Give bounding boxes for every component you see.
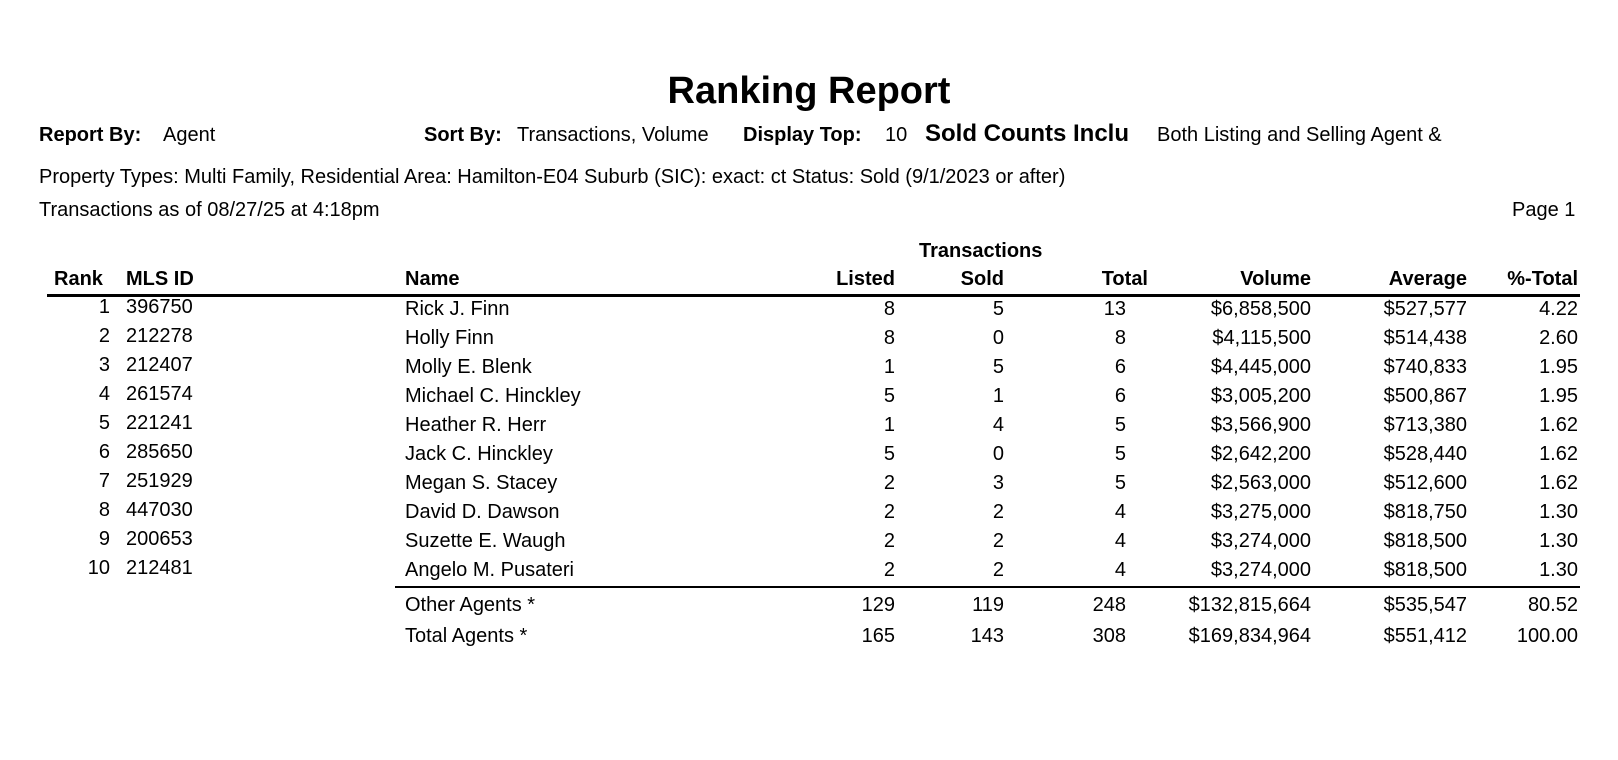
cell-sold: 2: [992, 530, 1004, 552]
cell-listed: 1: [883, 356, 895, 378]
cell-pct: 1.30: [1539, 530, 1578, 552]
cell-rank: 5: [98, 412, 110, 434]
cell-rank: 4: [98, 383, 110, 405]
report-by-value: Agent: [163, 124, 216, 146]
summary-name: Total Agents *: [405, 625, 528, 647]
display-top-label: Display Top:: [743, 124, 862, 146]
cell-rank: 3: [98, 354, 110, 376]
cell-average: $818,500: [1383, 530, 1467, 552]
cell-listed: 2: [883, 472, 895, 494]
cell-total: 5: [1114, 414, 1126, 436]
cell-name: Rick J. Finn: [405, 298, 510, 320]
cell-average: $527,577: [1383, 298, 1467, 320]
cell-average: $528,440: [1383, 443, 1467, 465]
cell-listed: 2: [883, 530, 895, 552]
cell-listed: 5: [883, 443, 895, 465]
summary-rule: [395, 586, 1580, 588]
cell-name: Molly E. Blenk: [405, 356, 532, 378]
summary-sold: 143: [970, 625, 1004, 647]
cell-mls-id: 261574: [126, 383, 193, 405]
summary-average: $535,547: [1383, 594, 1467, 616]
header-volume: Volume: [1240, 268, 1311, 290]
cell-average: $512,600: [1383, 472, 1467, 494]
cell-sold: 5: [992, 356, 1004, 378]
header-pct-total: %-Total: [1507, 268, 1578, 290]
cell-pct: 1.95: [1539, 356, 1578, 378]
cell-sold: 2: [992, 559, 1004, 581]
cell-volume: $2,642,200: [1210, 443, 1311, 465]
page-number: Page 1: [1512, 199, 1576, 221]
cell-mls-id: 212481: [126, 557, 193, 579]
header-name: Name: [405, 268, 460, 290]
cell-listed: 5: [883, 385, 895, 407]
summary-total: 308: [1092, 625, 1126, 647]
cell-listed: 1: [883, 414, 895, 436]
cell-volume: $3,566,900: [1210, 414, 1311, 436]
header-sold: Sold: [960, 268, 1004, 290]
cell-volume: $4,115,500: [1212, 327, 1311, 349]
cell-mls-id: 200653: [126, 528, 193, 550]
cell-total: 6: [1114, 385, 1126, 407]
summary-listed: 165: [861, 625, 895, 647]
cell-volume: $3,005,200: [1210, 385, 1311, 407]
cell-mls-id: 396750: [126, 296, 193, 318]
cell-name: Michael C. Hinckley: [405, 385, 581, 407]
cell-total: 8: [1114, 327, 1126, 349]
cell-rank: 2: [98, 325, 110, 347]
cell-name: David D. Dawson: [405, 501, 560, 523]
cell-name: Megan S. Stacey: [405, 472, 558, 494]
cell-sold: 0: [992, 327, 1004, 349]
cell-name: Angelo M. Pusateri: [405, 559, 574, 581]
sold-counts-value: Both Listing and Selling Agent &: [1157, 124, 1442, 146]
cell-sold: 5: [992, 298, 1004, 320]
cell-listed: 8: [883, 298, 895, 320]
cell-mls-id: 447030: [126, 499, 193, 521]
cell-total: 4: [1114, 559, 1126, 581]
as-of-timestamp: Transactions as of 08/27/25 at 4:18pm: [39, 199, 380, 221]
cell-mls-id: 251929: [126, 470, 193, 492]
cell-mls-id: 221241: [126, 412, 193, 434]
cell-total: 5: [1114, 443, 1126, 465]
cell-pct: 1.30: [1539, 501, 1578, 523]
header-rank: Rank: [54, 268, 103, 290]
cell-pct: 1.95: [1539, 385, 1578, 407]
transactions-group-header: Transactions: [919, 240, 1043, 262]
cell-sold: 0: [992, 443, 1004, 465]
cell-pct: 4.22: [1539, 298, 1578, 320]
cell-sold: 4: [992, 414, 1004, 436]
cell-name: Jack C. Hinckley: [405, 443, 553, 465]
cell-total: 4: [1114, 530, 1126, 552]
cell-listed: 2: [883, 501, 895, 523]
summary-sold: 119: [972, 594, 1004, 616]
summary-volume: $132,815,664: [1188, 594, 1311, 616]
cell-mls-id: 212278: [126, 325, 193, 347]
cell-listed: 2: [883, 559, 895, 581]
header-listed: Listed: [836, 268, 895, 290]
header-total: Total: [1101, 268, 1148, 290]
header-mls-id: MLS ID: [126, 268, 194, 290]
criteria-line: Property Types: Multi Family, Residential Area: Hamilton-E04 Suburb (SIC): exact: ct Status: Sold (9/1/2023 or after): [39, 166, 1066, 188]
cell-rank: 7: [98, 470, 110, 492]
cell-volume: $3,274,000: [1210, 530, 1311, 552]
cell-rank: 8: [98, 499, 110, 521]
cell-average: $514,438: [1383, 327, 1467, 349]
header-rule: [47, 294, 1580, 297]
summary-volume: $169,834,964: [1188, 625, 1311, 647]
cell-pct: 1.62: [1539, 443, 1578, 465]
report-by-label: Report By:: [39, 124, 142, 146]
cell-volume: $2,563,000: [1210, 472, 1311, 494]
summary-pct: 80.52: [1527, 594, 1578, 616]
cell-rank: 6: [98, 441, 110, 463]
cell-volume: $3,274,000: [1210, 559, 1311, 581]
cell-average: $818,750: [1383, 501, 1467, 523]
cell-pct: 2.60: [1539, 327, 1578, 349]
summary-name: Other Agents *: [405, 594, 536, 616]
cell-pct: 1.30: [1539, 559, 1578, 581]
cell-sold: 3: [992, 472, 1004, 494]
summary-average: $551,412: [1383, 625, 1467, 647]
cell-name: Holly Finn: [405, 327, 494, 349]
cell-pct: 1.62: [1539, 414, 1578, 436]
sold-counts-label: Sold Counts Inclu: [925, 120, 1129, 147]
cell-rank: 9: [98, 528, 110, 550]
cell-rank: 10: [87, 557, 110, 579]
cell-total: 5: [1114, 472, 1126, 494]
cell-name: Heather R. Herr: [405, 414, 547, 436]
cell-sold: 1: [992, 385, 1004, 407]
cell-average: $500,867: [1383, 385, 1467, 407]
cell-mls-id: 212407: [126, 354, 193, 376]
display-top-value: 10: [885, 124, 908, 146]
cell-sold: 2: [992, 501, 1004, 523]
cell-average: $818,500: [1383, 559, 1467, 581]
summary-listed: 129: [861, 594, 895, 616]
cell-average: $740,833: [1383, 356, 1467, 378]
cell-mls-id: 285650: [126, 441, 193, 463]
cell-rank: 1: [98, 296, 110, 318]
summary-total: 248: [1092, 594, 1126, 616]
cell-total: 4: [1114, 501, 1126, 523]
cell-total: 13: [1103, 298, 1126, 320]
header-average: Average: [1388, 268, 1467, 290]
sort-by-label: Sort By:: [424, 124, 502, 146]
report-title: Ranking Report: [667, 70, 951, 112]
cell-total: 6: [1114, 356, 1126, 378]
summary-pct: 100.00: [1516, 625, 1578, 647]
cell-volume: $4,445,000: [1210, 356, 1311, 378]
sort-by-value: Transactions, Volume: [517, 124, 709, 146]
cell-average: $713,380: [1383, 414, 1467, 436]
cell-volume: $6,858,500: [1210, 298, 1311, 320]
cell-name: Suzette E. Waugh: [405, 530, 566, 552]
cell-volume: $3,275,000: [1210, 501, 1311, 523]
cell-listed: 8: [883, 327, 895, 349]
cell-pct: 1.62: [1539, 472, 1578, 494]
